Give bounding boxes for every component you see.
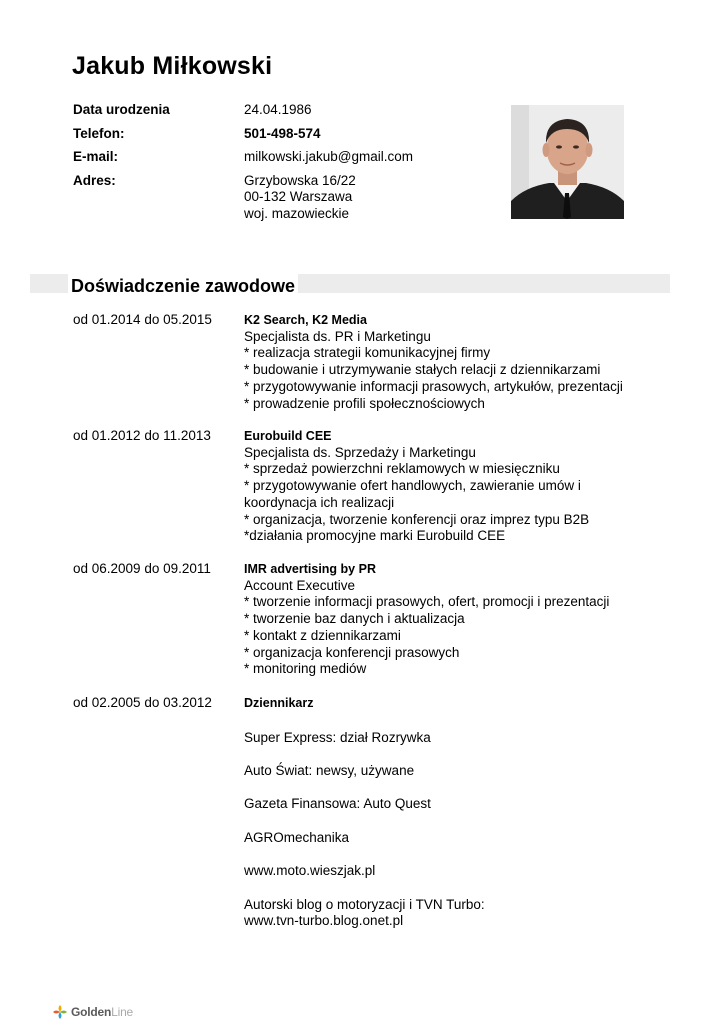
entry-body (244, 312, 644, 412)
portrait-photo (511, 105, 624, 219)
entry-date: od 01.2014 do 05.2015 (73, 312, 212, 327)
entry-line: * tworzenie informacji prasowych, ofert, promocji i prezentacji (244, 594, 610, 610)
publication-item: Autorski blog o motoryzacji i TVN Turbo: (244, 896, 485, 912)
entry-line: * prowadzenie profili społecznościowych (244, 395, 485, 411)
publication-item: www.tvn-turbo.blog.onet.pl (244, 913, 404, 929)
entry-line: * monitoring mediów (244, 661, 367, 677)
address-line: Grzybowska 16/22 (244, 172, 356, 188)
publication-item: AGROmechanika (244, 829, 350, 845)
entry-line: * przygotowywanie ofert handlowych, zawieranie umów i (244, 478, 581, 494)
entry-body (244, 695, 644, 930)
entry-line: * organizacja, tworzenie konferencji oraz imprez typu B2B (244, 511, 590, 527)
info-label: Data urodzenia (73, 102, 170, 117)
goldenline-logo (52, 1003, 133, 1021)
info-value: milkowski.jakub@gmail.com (244, 149, 413, 164)
entry-line: * budowanie i utrzymywanie stałych relacji z dziennikarzami (244, 362, 601, 378)
address-line: 00-132 Warszawa (244, 189, 353, 204)
entry-company: Eurobuild CEE (244, 429, 332, 443)
entry-line: koordynacja ich realizacji (244, 494, 395, 510)
entry-line: Account Executive (244, 577, 356, 593)
publication-item: www.moto.wieszjak.pl (244, 863, 376, 879)
entry-line: * organizacja konferencji prasowych (244, 644, 460, 660)
entry-line: * przygotowywanie informacji prasowych, artykułów, prezentacji (244, 378, 623, 394)
info-value-address (244, 173, 356, 223)
entry-line: Specjalista ds. PR i Marketingu (244, 328, 431, 344)
info-label: Adres: (73, 172, 116, 188)
portrait-icon (511, 105, 624, 219)
entry-company: IMR advertising by PR (244, 562, 376, 576)
publication-item: Gazeta Finansowa: Auto Quest (244, 796, 431, 812)
info-label: E-mail: (73, 149, 119, 164)
entry-line: * sprzedaż powierzchni reklamowych w miesięczniku (244, 461, 560, 477)
goldenline-logo-text: GoldenLine (71, 1005, 134, 1019)
info-label: Telefon: (73, 125, 125, 141)
section-title: Doświadczenie zawodowe (68, 274, 298, 297)
entry-date: od 06.2009 do 09.2011 (73, 561, 211, 576)
info-value: 501-498-574 (244, 125, 321, 141)
goldenline-logo-icon (52, 1004, 68, 1020)
entry-line: * realizacja strategii komunikacyjnej firmy (244, 345, 491, 361)
address-line: woj. mazowieckie (244, 205, 350, 221)
entry-company: Dziennikarz (244, 696, 314, 710)
info-value: 24.04.1986 (244, 102, 312, 117)
entry-line: * tworzenie baz danych i aktualizacja (244, 611, 465, 627)
entry-company: K2 Search, K2 Media (244, 313, 367, 327)
entry-line: *działania promocyjne marki Eurobuild CEE (244, 528, 506, 544)
entry-date: od 01.2012 do 11.2013 (73, 428, 211, 443)
publication-item: Super Express: dział Rozrywka (244, 729, 431, 745)
cv-name: Jakub Miłkowski (72, 52, 273, 80)
entry-body (244, 428, 644, 545)
entry-date: od 02.2005 do 03.2012 (73, 695, 212, 710)
entry-line: Specjalista ds. Sprzedaży i Marketingu (244, 444, 476, 460)
entry-line: * kontakt z dziennikarzami (244, 627, 401, 643)
entry-body (244, 561, 644, 678)
publication-item: Auto Świat: newsy, używane (244, 763, 415, 779)
